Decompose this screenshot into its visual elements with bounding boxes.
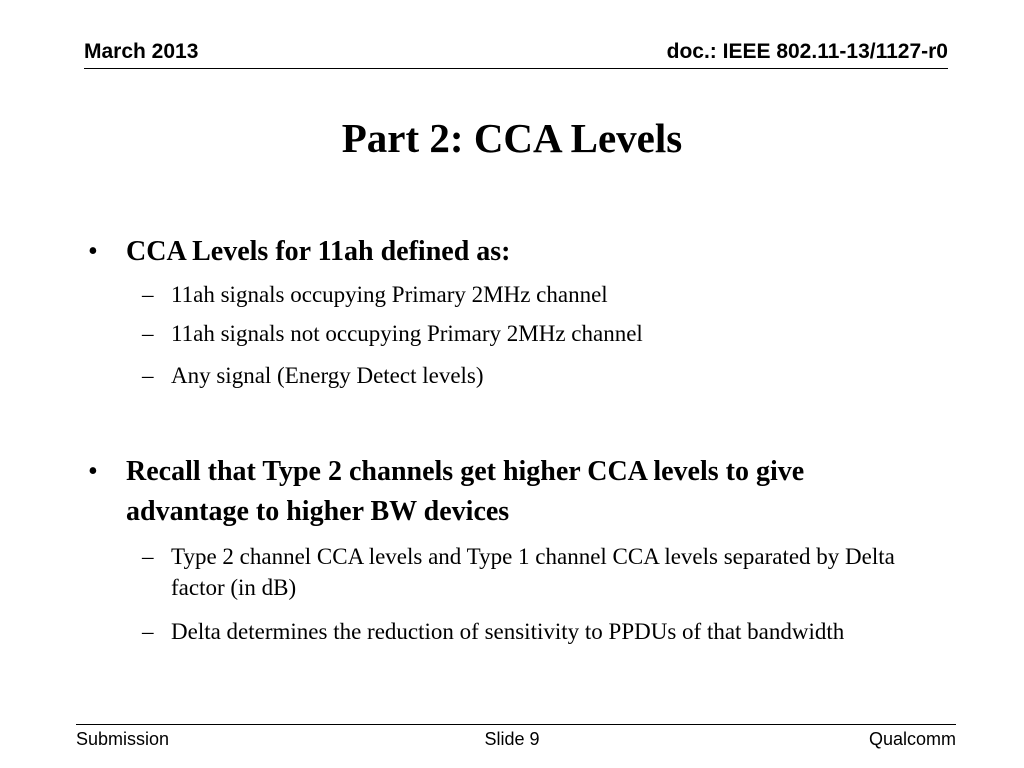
footer-submission: Submission: [76, 729, 170, 749]
bullet-1: [88, 232, 926, 272]
bullet-1-sub-3-marker: –: [142, 363, 154, 388]
bullet-1-sub-2-marker: –: [142, 321, 154, 346]
bullet-2-text: Recall that Type 2 channels get higher CCA levels to give advantage to higher BW devices: [126, 456, 805, 527]
bullet-2-sub-2-text: Delta determines the reduction of sensitivity to PPDUs of that bandwidth: [171, 619, 845, 644]
header-divider: [84, 68, 948, 69]
bullet-1-sub-2: [142, 318, 931, 349]
bullet-1-sub-2-text: 11ah signals not occupying Primary 2MHz channel: [171, 321, 643, 346]
bullet-2-sub-1-text: Type 2 channel CCA levels and Type 1 channel CCA levels separated by Delta factor (in dB): [171, 544, 895, 600]
bullet-1-sub-1-marker: –: [142, 282, 154, 307]
bullet-2: [88, 452, 926, 532]
header-doc-id: doc.: IEEE 802.11-13/1127-r0: [666, 40, 948, 63]
bullet-2-sub-2: [142, 616, 931, 647]
slide-title: Part 2: CCA Levels: [341, 115, 683, 161]
footer-divider: [76, 724, 956, 725]
bullet-2-sub-1: [142, 541, 931, 603]
bullet-1-marker: •: [88, 236, 98, 267]
footer-slide-number: Slide 9: [484, 729, 540, 749]
bullet-2-sub-2-marker: –: [142, 619, 154, 644]
bullet-1-sub-1-text: 11ah signals occupying Primary 2MHz channel: [171, 282, 608, 307]
bullet-1-sub-3: [142, 360, 931, 391]
bullet-2-sub-1-marker: –: [142, 544, 154, 569]
header-date: March 2013: [84, 40, 199, 63]
bullet-1-sub-1: [142, 279, 931, 310]
bullet-1-sub-3-text: Any signal (Energy Detect levels): [171, 363, 484, 388]
bullet-1-text: CCA Levels for 11ah defined as:: [126, 236, 511, 267]
bullet-2-marker: •: [88, 456, 98, 487]
footer-company: Qualcomm: [868, 729, 956, 749]
